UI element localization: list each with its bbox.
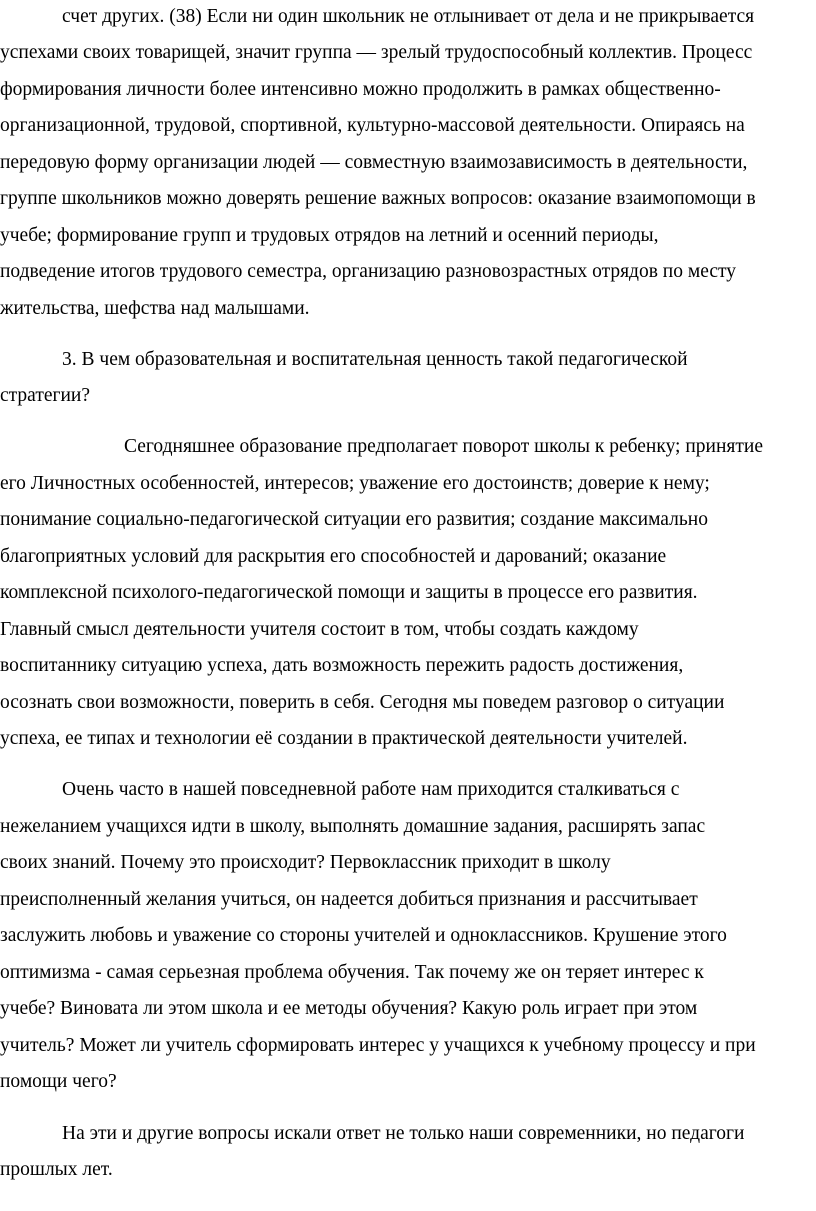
text-line: передовую форму организации людей — совместную взаимозависимость в деятельности,: [0, 152, 748, 173]
text-line: благоприятных условий для раскрытия его способностей и дарований; оказание: [0, 546, 667, 567]
text-line: стратегии?: [0, 385, 91, 406]
text-line: нежеланием учащихся идти в школу, выполнять домашние задания, расширять запас: [0, 816, 706, 837]
text-line: заслужить любовь и уважение со стороны учителей и одноклассников. Крушение этого: [0, 925, 727, 946]
text-line: учитель? Может ли учитель сформировать интерес у учащихся к учебному процессу и при: [0, 1035, 756, 1056]
text-line: осознать свои возможности, поверить в себя. Сегодня мы поведем разговор о ситуации: [0, 692, 725, 713]
text-line: группе школьников можно доверять решение важных вопросов: оказание взаимопомощи в: [0, 188, 756, 209]
text-line: комплексной психолого-педагогической помощи и защиты в процессе его развития.: [0, 582, 698, 603]
text-line: его Личностных особенностей, интересов; уважение его достоинств; доверие к нему;: [0, 473, 710, 494]
text-line: счет других. (38) Если ни один школьник не отлынивает от дела и не прикрывается: [62, 6, 755, 27]
text-line: успехами своих товарищей, значит группа — зрелый трудоспособный коллектив. Процесс: [0, 42, 753, 63]
text-line: Сегодняшнее образование предполагает поворот школы к ребенку; принятие: [124, 436, 763, 457]
text-line: подведение итогов трудового семестра, организацию разновозрастных отрядов по месту: [0, 261, 737, 282]
text-line: формирования личности более интенсивно можно продолжить в рамках общественно-: [0, 79, 721, 100]
text-line: организационной, трудовой, спортивной, культурно-массовой деятельности. Опираясь на: [0, 115, 745, 136]
text-line: преисполненный желания учиться, он надеется добиться признания и рассчитывает: [0, 889, 698, 910]
question-heading: 3. В чем образовательная и воспитательная ценность такой педагогической: [62, 349, 688, 370]
text-line: прошлых лет.: [0, 1159, 113, 1180]
text-line: понимание социально-педагогической ситуации его развития; создание максимально: [0, 509, 708, 530]
text-line: Очень часто в нашей повседневной работе нам приходится сталкиваться с: [62, 779, 680, 800]
text-line: оптимизма - самая серьезная проблема обучения. Так почему же он теряет интерес к: [0, 962, 704, 983]
text-line: жительства, шефства над малышами.: [0, 298, 310, 319]
text-line: На эти и другие вопросы искали ответ не только наши современники, но педагоги: [62, 1123, 745, 1144]
text-line: воспитаннику ситуацию успеха, дать возможность пережить радость достижения,: [0, 655, 684, 676]
text-line: учебе; формирование групп и трудовых отрядов на летний и осенний периоды,: [0, 225, 659, 246]
text-line: учебе? Виновата ли этом школа и ее методы обучения? Какую роль играет при этом: [0, 998, 698, 1019]
text-line: своих знаний. Почему это происходит? Первоклассник приходит в школу: [0, 852, 611, 873]
text-line: успеха, ее типах и технологии её создании в практической деятельности учителей.: [0, 728, 688, 749]
text-line: Главный смысл деятельности учителя состоит в том, чтобы создать каждому: [0, 619, 639, 640]
text-line: помощи чего?: [0, 1071, 117, 1092]
